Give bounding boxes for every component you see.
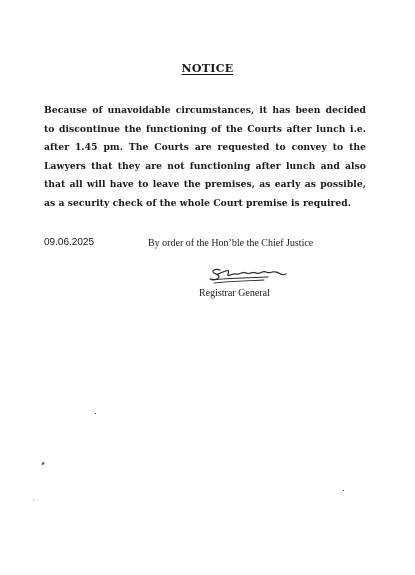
notice-body: Because of unavoidable circumstances, it has been decided to discontinue the functioning of the Courts after lunch i.e. after 1.45 pm. The Courts are requested to convey to the Lawyers that they are not functioning after lunch and also that all will have to leave the premises, as early as possible, as a security check of the whole Court premise is required. bbox=[44, 105, 366, 209]
notice-title bbox=[0, 62, 415, 75]
signatory-title: Registrar General bbox=[199, 288, 270, 299]
scan-speck bbox=[343, 490, 344, 491]
by-order-line: By order of the Hon’ble the Chief Justice bbox=[148, 238, 314, 249]
signature-image bbox=[206, 262, 292, 288]
scan-speck bbox=[33, 500, 34, 501]
scan-speck bbox=[41, 462, 44, 466]
notice-title-text: NOTICE bbox=[181, 62, 234, 75]
scan-speck bbox=[95, 413, 96, 414]
notice-date: 09.06.2025 bbox=[44, 237, 95, 248]
